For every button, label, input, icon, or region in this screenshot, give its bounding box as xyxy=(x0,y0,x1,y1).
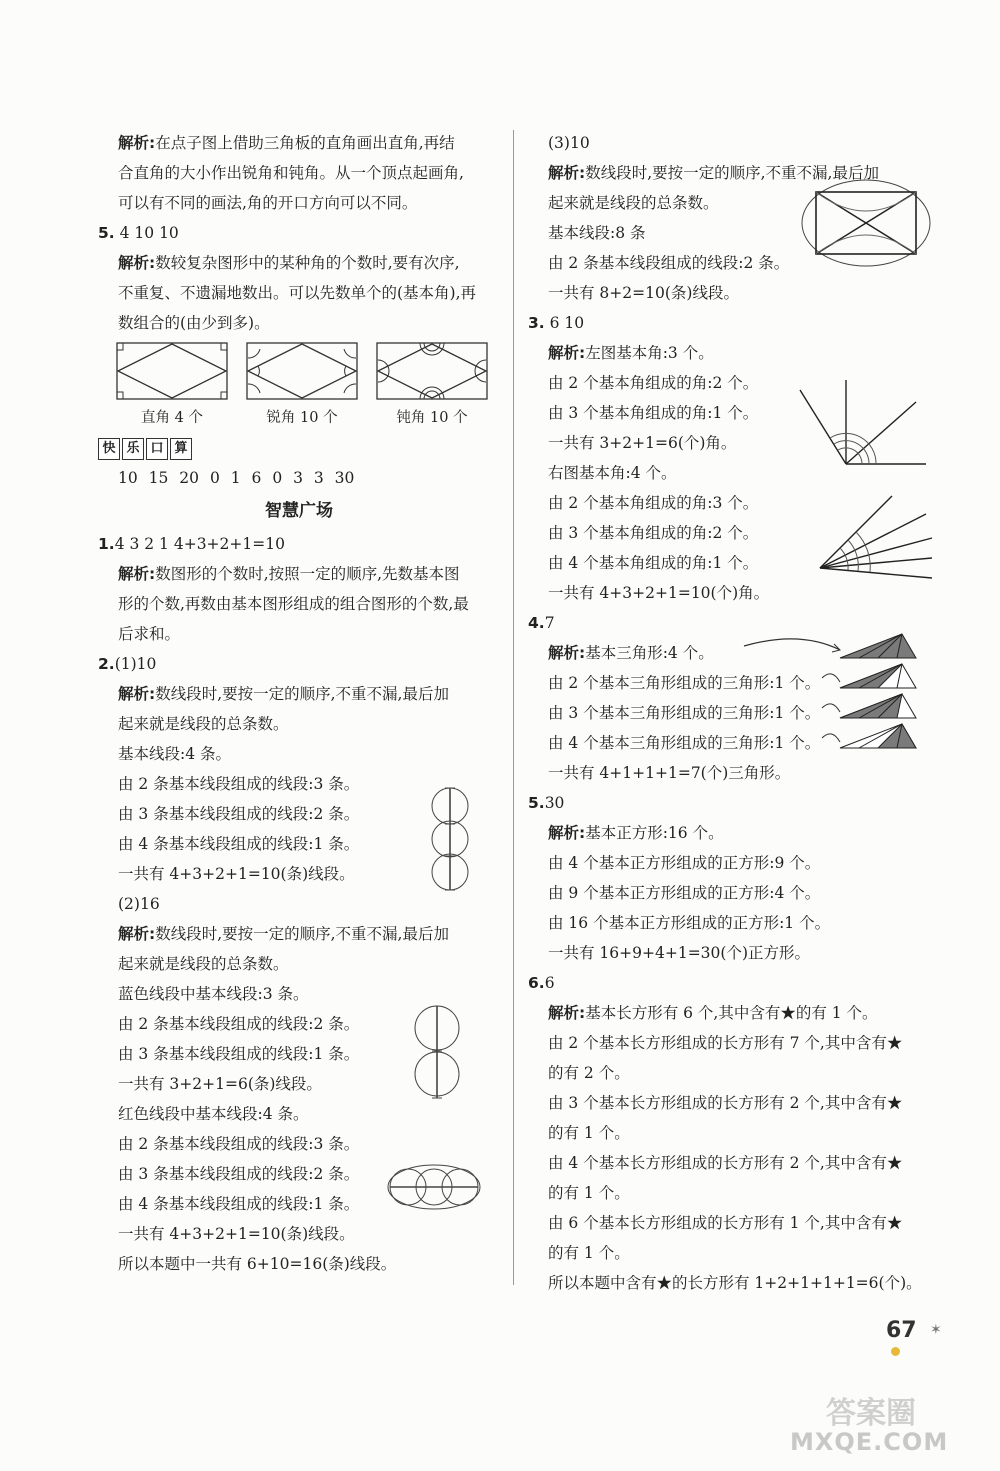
q3-line: 一共有 4+3+2+1=10(个)角。 xyxy=(548,584,770,602)
q5-analysis xyxy=(98,248,500,278)
q6-line: 的有 1 个。 xyxy=(548,1244,630,1262)
q5-analysis-line: 不重复、不遗漏地数出。可以先数单个的(基本角),再 xyxy=(118,284,477,302)
star-icon: ✶ xyxy=(930,1322,942,1338)
q3-line: 由 2 个基本角组成的角:3 个。 xyxy=(548,494,759,512)
section-title: 智慧广场 xyxy=(265,501,333,521)
q3-analysis xyxy=(528,338,938,368)
q2-line: 起来就是线段的总条数。 xyxy=(118,955,289,973)
analysis-label: 解析: xyxy=(118,685,156,703)
q2-part3: (3)10 xyxy=(548,134,590,152)
text: 基本长方形有 6 个,其中含有★的有 1 个。 xyxy=(585,1004,878,1022)
q6-line: 由 3 个基本长方形组成的长方形有 2 个,其中含有★ xyxy=(548,1094,903,1112)
text: 数图形的个数时,按照一定的顺序,先数基本图 xyxy=(155,565,460,583)
q4-line: 由 2 个基本三角形组成的三角形:1 个。 xyxy=(548,674,821,692)
q2p3-line: 基本线段:8 条 xyxy=(548,224,646,242)
text: 基本三角形:4 个。 xyxy=(585,644,714,662)
analysis-label: 解析: xyxy=(548,1004,586,1022)
angle-figures xyxy=(116,342,500,427)
q2-line: 由 4 条基本线段组成的线段:1 条。 xyxy=(118,1195,360,1213)
analysis-label: 解析: xyxy=(548,164,586,182)
q5-analysis xyxy=(528,818,938,848)
text: 数线段时,要按一定的顺序,不重不漏,最后加 xyxy=(585,164,879,182)
q2-part1 xyxy=(98,649,500,679)
q2-line: 由 3 条基本线段组成的线段:1 条。 xyxy=(118,1045,360,1063)
circle-segments-figure-3 xyxy=(386,1162,482,1212)
analysis-label: 解析: xyxy=(118,565,156,583)
oval-rectangle-figure xyxy=(800,178,932,268)
analysis-label: 解析: xyxy=(548,824,586,842)
page-number: 67 xyxy=(886,1318,917,1343)
q2-analysis2 xyxy=(98,919,500,949)
question-number: 5. xyxy=(98,224,115,242)
left-column xyxy=(98,128,500,1279)
q3-line: 由 3 个基本角组成的角:1 个。 xyxy=(548,404,759,422)
text: 基本正方形:16 个。 xyxy=(585,824,724,842)
q1-answer xyxy=(98,529,500,559)
text: 在点子图上借助三角板的直角画出直角,再结 xyxy=(155,134,455,152)
q5-analysis-line: 数组合的(由少到多)。 xyxy=(118,314,270,332)
q5-answer xyxy=(98,218,500,248)
kuaile-answers: 10 15 20 0 1 6 0 3 3 30 xyxy=(118,469,355,487)
q3-answer xyxy=(528,308,938,338)
figure-caption: 钝角 10 个 xyxy=(396,410,468,426)
rectangle-rhombus-diagram xyxy=(116,342,228,400)
figure-caption: 锐角 10 个 xyxy=(266,410,338,426)
answer: 4 3 2 1 4+3+2+1=10 xyxy=(114,535,285,553)
page-dot-icon xyxy=(891,1347,900,1356)
q2-line: 蓝色线段中基本线段:3 条。 xyxy=(118,985,309,1003)
q2p3-line: 由 2 条基本线段组成的线段:2 条。 xyxy=(548,254,790,272)
q4-line: 由 3 个基本三角形组成的三角形:1 个。 xyxy=(548,704,821,722)
q3-line: 由 4 个基本角组成的角:1 个。 xyxy=(548,554,759,572)
text: 数较复杂图形中的某种角的个数时,要有次序, xyxy=(155,254,460,272)
q2-analysis xyxy=(98,679,500,709)
three-angle-figure xyxy=(798,378,928,468)
answer: 7 xyxy=(544,614,555,632)
kuaile-kousuan-header xyxy=(98,433,500,463)
rectangle-rhombus-diagram xyxy=(376,342,488,400)
q2-line: 红色线段中基本线段:4 条。 xyxy=(118,1105,309,1123)
text: 数线段时,要按一定的顺序,不重不漏,最后加 xyxy=(155,685,449,703)
text: 数线段时,要按一定的顺序,不重不漏,最后加 xyxy=(155,925,449,943)
intro-line xyxy=(98,128,500,158)
analysis-label: 解析: xyxy=(548,644,586,662)
circle-segments-figure-1 xyxy=(420,786,480,892)
q5-line: 一共有 16+9+4+1=30(个)正方形。 xyxy=(548,944,811,962)
q6-analysis xyxy=(528,998,938,1028)
answer: 6 xyxy=(544,974,555,992)
watermark-site: MXQE.COM xyxy=(790,1428,949,1456)
q6-line: 的有 2 个。 xyxy=(548,1064,630,1082)
intro-line: 合直角的大小作出锐角和钝角。从一个顶点起画角, xyxy=(118,164,464,182)
answer: 4 10 10 xyxy=(119,224,179,242)
q2-line: 一共有 4+3+2+1=10(条)线段。 xyxy=(118,1225,355,1243)
obtuse-angle-figure xyxy=(376,342,488,427)
answer: 30 xyxy=(544,794,565,812)
q3-line: 由 3 个基本角组成的角:2 个。 xyxy=(548,524,759,542)
q2-part2: (2)16 xyxy=(118,895,160,913)
box-char: 算 xyxy=(170,438,192,460)
q2p3-line: 一共有 8+2=10(条)线段。 xyxy=(548,284,739,302)
box-char: 口 xyxy=(146,438,168,460)
q3-line: 由 2 个基本角组成的角:2 个。 xyxy=(548,374,759,392)
q2-line: 基本线段:4 条。 xyxy=(118,745,232,763)
q6-line: 由 6 个基本长方形组成的长方形有 1 个,其中含有★ xyxy=(548,1214,903,1232)
question-number: 3. xyxy=(528,314,545,332)
q2p3-line: 起来就是线段的总条数。 xyxy=(548,194,719,212)
watermark-logo: 答案圈 xyxy=(826,1396,916,1431)
right-angle-figure xyxy=(116,342,228,427)
q1-analysis-line: 形的个数,再数由基本图形组成的组合图形的个数,最 xyxy=(118,595,469,613)
q3-line: 右图基本角:4 个。 xyxy=(548,464,677,482)
q2-line: 所以本题中一共有 6+10=16(条)线段。 xyxy=(118,1255,397,1273)
question-number: 5. xyxy=(528,794,545,812)
circle-segments-figure-2 xyxy=(412,1004,462,1100)
question-number: 4. xyxy=(528,614,545,632)
question-number: 1. xyxy=(98,535,115,553)
q1-analysis-line: 后求和。 xyxy=(118,625,181,643)
question-number: 2. xyxy=(98,655,115,673)
rectangle-rhombus-diagram xyxy=(246,342,358,400)
q4-line: 一共有 4+1+1+1=7(个)三角形。 xyxy=(548,764,791,782)
q2-line: 起来就是线段的总条数。 xyxy=(118,715,289,733)
acute-angle-figure xyxy=(246,342,358,427)
q2-line: 一共有 3+2+1=6(条)线段。 xyxy=(118,1075,322,1093)
q2-line: 由 2 条基本线段组成的线段:2 条。 xyxy=(118,1015,360,1033)
q2-line: 由 2 条基本线段组成的线段:3 条。 xyxy=(118,775,360,793)
q6-line: 所以本题中含有★的长方形有 1+2+1+1+1=6(个)。 xyxy=(548,1274,922,1292)
answer: 6 10 xyxy=(549,314,585,332)
q2-line: 由 3 条基本线段组成的线段:2 条。 xyxy=(118,805,360,823)
q6-line: 由 4 个基本长方形组成的长方形有 2 个,其中含有★ xyxy=(548,1154,903,1172)
q6-answer xyxy=(528,968,938,998)
analysis-label: 解析: xyxy=(118,134,156,152)
box-char: 快 xyxy=(98,438,120,460)
answer: (1)10 xyxy=(114,655,157,673)
triangle-sequence-figure xyxy=(740,630,936,762)
question-number: 6. xyxy=(528,974,545,992)
q6-line: 由 2 个基本长方形组成的长方形有 7 个,其中含有★ xyxy=(548,1034,903,1052)
q4-line: 由 4 个基本三角形组成的三角形:1 个。 xyxy=(548,734,821,752)
four-angle-figure xyxy=(816,494,934,580)
q1-analysis xyxy=(98,559,500,589)
q5-line: 由 4 个基本正方形组成的正方形:9 个。 xyxy=(548,854,821,872)
analysis-label: 解析: xyxy=(118,925,156,943)
figure-caption: 直角 4 个 xyxy=(141,410,203,426)
analysis-label: 解析: xyxy=(118,254,156,272)
q3-line: 一共有 3+2+1=6(个)角。 xyxy=(548,434,737,452)
q5-answer xyxy=(528,788,938,818)
column-divider xyxy=(513,130,514,1285)
analysis-label: 解析: xyxy=(548,344,586,362)
q6-line: 的有 1 个。 xyxy=(548,1124,630,1142)
q2-line: 一共有 4+3+2+1=10(条)线段。 xyxy=(118,865,355,883)
box-char: 乐 xyxy=(122,438,144,460)
q2-line: 由 3 条基本线段组成的线段:2 条。 xyxy=(118,1165,360,1183)
text: 左图基本角:3 个。 xyxy=(585,344,714,362)
q2-line: 由 4 条基本线段组成的线段:1 条。 xyxy=(118,835,360,853)
q2-line: 由 2 条基本线段组成的线段:3 条。 xyxy=(118,1135,360,1153)
q6-line: 的有 1 个。 xyxy=(548,1184,630,1202)
q5-line: 由 16 个基本正方形组成的正方形:1 个。 xyxy=(548,914,831,932)
q5-line: 由 9 个基本正方形组成的正方形:4 个。 xyxy=(548,884,821,902)
intro-line: 可以有不同的画法,角的开口方向可以不同。 xyxy=(118,194,418,212)
